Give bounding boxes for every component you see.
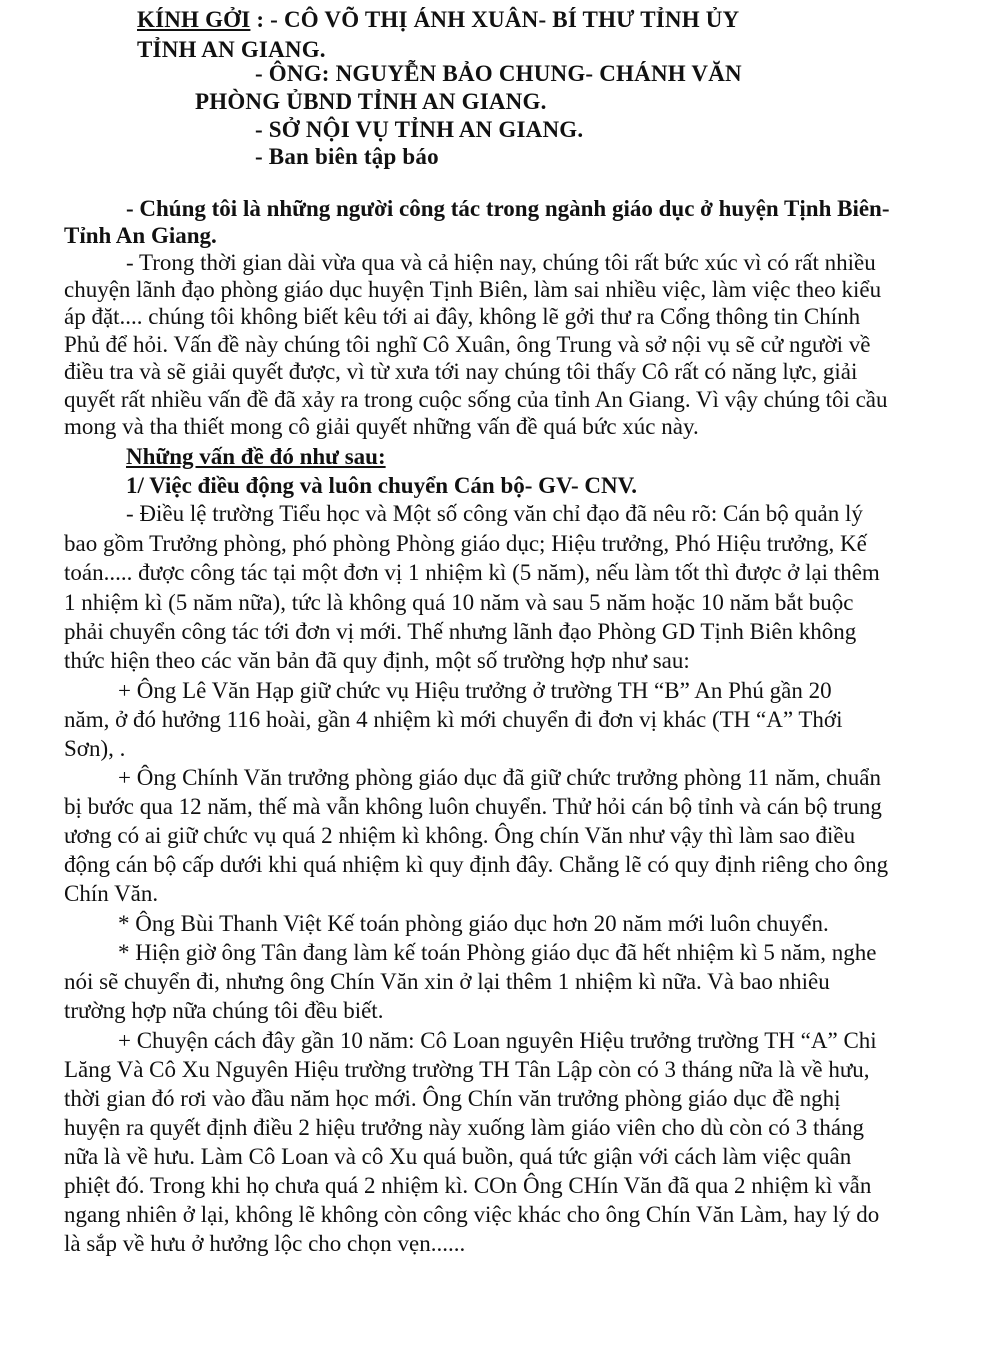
para4-line: bị bước qua 12 năm, thế mà vẫn không luôn chuyển. Thử hỏi cán bộ tỉnh và cán bộ trung [64, 794, 882, 819]
para4-line: Chín Văn. [64, 881, 159, 906]
para3-line: Sơn), . [64, 736, 126, 761]
para1-line: Phủ để hỏi. Vấn đề này chúng tôi nghĩ Cô Xuân, ông Trung và sở nội vụ sẽ cử người về [64, 332, 871, 357]
para1-line: quyết rất nhiều vấn đề đã xảy ra trong cuộc sống của tỉnh An Giang. Vì vậy chúng tôi cầu [64, 387, 888, 412]
greeting-recipient-1: : - CÔ VÕ THỊ ÁNH XUÂN- BÍ THƯ TỈNH ỦY [250, 7, 740, 32]
para7-line: là sắp về hưu ở hưởng lộc cho chọn vẹn...... [64, 1231, 466, 1256]
para7-line: nữa là về hưu. Làm Cô Loan và cô Xu quá buồn, quá tức giận với cách làm việc quân [64, 1144, 852, 1169]
para6-line: trường hợp nữa chúng tôi đều biết. [64, 998, 384, 1023]
para3-line: + Ông Lê Văn Hạp giữ chức vụ Hiệu trưởng ở trường TH “B” An Phú gần 20 [118, 678, 832, 703]
greeting-label: KÍNH GỞI [137, 7, 251, 32]
para1-line: mong và tha thiết mong cô giải quyết những vấn đề quá bức xúc này. [64, 414, 699, 439]
para7-line: Lăng Và Cô Xu Nguyên Hiệu trường trường TH Tân Lập còn có 3 tháng nữa là về hưu, [64, 1057, 870, 1082]
para1-line: điều tra và sẽ giải quyết được, vì từ xưa tới nay chúng tôi thấy Cô rất có năng lực, giải [64, 359, 858, 384]
para4-line: ương có ai giữ chức vụ quá 2 nhiệm kì không. Ông chín Văn như vậy thì làm sao điều [64, 823, 856, 848]
recipient-2: - ÔNG: NGUYỄN BẢO CHUNG- CHÁNH VĂN [255, 61, 742, 86]
para5-line: * Ông Bùi Thanh Việt Kế toán phòng giáo dục hơn 20 năm mới luôn chuyển. [118, 911, 829, 936]
section-title: Những vấn đề đó như sau: [126, 444, 386, 469]
para2-line: bao gồm Trưởng phòng, phó phòng Phòng giáo dục; Hiệu trưởng, Phó Hiệu trưởng, Kế [64, 531, 867, 556]
item1-title: 1/ Việc điều động và luôn chuyển Cán bộ- GV- CNV. [126, 473, 637, 498]
para7-line: phiệt đó. Trong khi họ chưa quá 2 nhiệm kì. COn Ông CHín Văn đã qua 2 nhiệm kì vẫn [64, 1173, 872, 1198]
para2-line: phải chuyển công tác tới đơn vị mới. Thế nhưng lãnh đạo Phòng GD Tịnh Biên không [64, 619, 857, 644]
recipient-3: - SỞ NỘI VỤ TỈNH AN GIANG. [255, 117, 584, 142]
intro-line-1: - Chúng tôi là những người công tác trong ngành giáo dục ở huyện Tịnh Biên- [126, 196, 890, 221]
para2-line: thức hiện theo các văn bản đã quy định, một số trường hợp như sau: [64, 648, 690, 673]
para4-line: + Ông Chính Văn trưởng phòng giáo dục đã giữ chức trưởng phòng 11 năm, chuẩn [118, 765, 881, 790]
intro-line-2: Tỉnh An Giang. [64, 223, 217, 248]
para7-line: + Chuyện cách đây gần 10 năm: Cô Loan nguyên Hiệu trưởng trường TH “A” Chi [118, 1028, 877, 1053]
para1-line: - Trong thời gian dài vừa qua và cả hiện nay, chúng tôi rất bức xúc vì có rất nhiều [126, 250, 876, 275]
para7-line: ngang nhiên ở lại, không lẽ không còn công việc khác cho ông Chín Văn Làm, hay lý do [64, 1202, 880, 1227]
para2-line: 1 nhiệm kì (5 năm nữa), tức là không quá 10 năm và sau 5 năm hoặc 10 năm bắt buộc [64, 590, 854, 615]
greeting-line [137, 6, 739, 34]
para2-line: - Điều lệ trường Tiểu học và Một số công văn chỉ đạo đã nêu rõ: Cán bộ quản lý [126, 501, 863, 526]
para7-line: thời gian đó rơi vào đầu năm học mới. Ông Chín văn trưởng phòng giáo dục đề nghị [64, 1086, 841, 1111]
para2-line: toán..... được công tác tại một đơn vị 1 nhiệm kì (5 năm), nếu làm tốt thì được ở lại thêm [64, 560, 880, 585]
recipient-1-cont: TỈNH AN GIANG. [137, 37, 326, 62]
para6-line: * Hiện giờ ông Tân đang làm kế toán Phòng giáo dục đã hết nhiệm kì 5 năm, nghe [118, 940, 877, 965]
para4-line: động cán bộ cấp dưới khi quá nhiệm kì quy định đây. Chẳng lẽ có quy định riêng cho ông [64, 852, 889, 877]
recipient-4: - Ban biên tập báo [255, 144, 439, 169]
para7-line: huyện ra quyết định điều 2 hiệu trưởng này xuống làm giáo viên cho dù còn có 3 tháng [64, 1115, 865, 1140]
para1-line: áp đặt.... chúng tôi không biết kêu tới ai đây, không lẽ gởi thư ra Cổng thông tin Chính [64, 304, 861, 329]
para6-line: nói sẽ chuyển đi, nhưng ông Chín Văn xin ở lại thêm 1 nhiệm kì nữa. Và bao nhiêu [64, 969, 830, 994]
para1-line: chuyện lãnh đạo phòng giáo dục huyện Tịnh Biên, làm sai nhiều việc, làm việc theo kiểu [64, 277, 882, 302]
recipient-2-cont: PHÒNG ỦBND TỈNH AN GIANG. [195, 89, 547, 114]
para3-line: năm, ở đó hưởng 116 hoài, gần 4 nhiệm kì mới chuyển đi đơn vị khác (TH “A” Thới [64, 707, 843, 732]
